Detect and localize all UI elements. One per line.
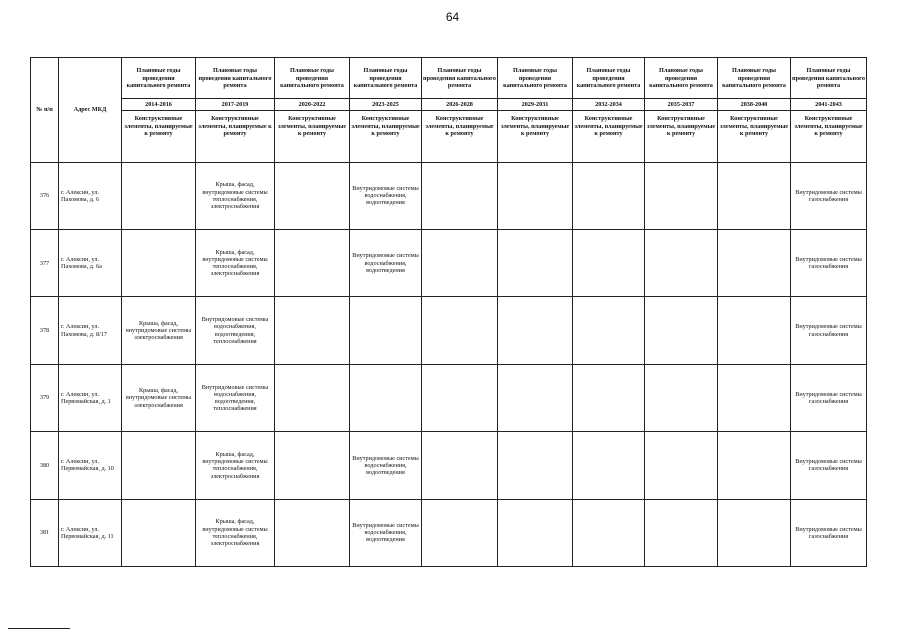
period-elements: Конструктивные элементы, планируемые к ремонту bbox=[422, 111, 498, 162]
repair-elements-cell bbox=[573, 499, 645, 566]
table-row bbox=[31, 499, 867, 566]
period-years: 2014-2016 bbox=[122, 99, 196, 111]
repair-elements-cell bbox=[645, 432, 718, 499]
period-years: 2020-2022 bbox=[275, 99, 350, 111]
repair-elements-cell: Внутридомовые системы водоснабжения, водоотведения, теплоснабжения bbox=[196, 364, 275, 431]
row-number: 381 bbox=[31, 499, 59, 566]
header-row-years bbox=[31, 99, 867, 111]
repair-elements-cell bbox=[275, 364, 350, 431]
table-row bbox=[31, 364, 867, 431]
page-number: 64 bbox=[445, 10, 460, 24]
table-row bbox=[31, 229, 867, 296]
repair-elements-cell bbox=[122, 229, 196, 296]
row-address: г. Алексин, ул. Пахомова, д. 8/17 bbox=[59, 297, 122, 364]
repair-elements-cell: Внутридомовые системы газоснабжения bbox=[791, 229, 867, 296]
repair-elements-cell bbox=[645, 499, 718, 566]
address-column-header: Адрес МКД bbox=[59, 58, 122, 163]
repair-elements-cell bbox=[718, 229, 791, 296]
period-title: Плановые годы проведения капитального ремонта bbox=[498, 58, 573, 99]
period-years: 2023-2025 bbox=[350, 99, 422, 111]
num-column-header: № п/п bbox=[31, 58, 59, 163]
period-years: 2029-2031 bbox=[498, 99, 573, 111]
row-address: г. Алексин, ул. Пахомова, д. 6а bbox=[59, 229, 122, 296]
footnote-rule bbox=[8, 628, 70, 629]
repair-elements-cell bbox=[718, 432, 791, 499]
repair-elements-cell: Крыша, фасад, внутридомовые системы теплоснабжения, электроснабжения bbox=[196, 229, 275, 296]
repair-elements-cell bbox=[275, 297, 350, 364]
repair-elements-cell bbox=[498, 229, 573, 296]
repair-elements-cell: Крыша, фасад, внутридомовые системы теплоснабжения, электроснабжения bbox=[196, 162, 275, 229]
repair-elements-cell bbox=[350, 297, 422, 364]
repair-elements-cell bbox=[573, 432, 645, 499]
period-elements: Конструктивные элементы, планируемые к ремонту bbox=[573, 111, 645, 162]
row-number: 380 bbox=[31, 432, 59, 499]
repair-elements-cell bbox=[422, 229, 498, 296]
table-row bbox=[31, 297, 867, 364]
repair-schedule-table bbox=[30, 57, 867, 567]
repair-elements-cell bbox=[422, 432, 498, 499]
repair-elements-cell: Крыша, фасад, внутридомовые системы электроснабжения bbox=[122, 297, 196, 364]
period-elements: Конструктивные элементы, планируемые к ремонту bbox=[275, 111, 350, 162]
period-title: Плановые годы проведения капитального ремонта bbox=[791, 58, 867, 99]
repair-elements-cell: Внутридомовые системы водоснабжения, водоотведения, теплоснабжения bbox=[196, 297, 275, 364]
period-elements: Конструктивные элементы, планируемые к ремонту bbox=[122, 111, 196, 162]
repair-elements-cell: Внутридомовые системы газоснабжения bbox=[791, 432, 867, 499]
period-title: Плановые годы проведения капитального ремонта bbox=[718, 58, 791, 99]
repair-elements-cell bbox=[498, 364, 573, 431]
period-elements: Конструктивные элементы, планируемые к ремонту bbox=[498, 111, 573, 162]
period-title: Плановые годы проведения капитального ремонта bbox=[196, 58, 275, 99]
period-elements: Конструктивные элементы, планируемые к ремонту bbox=[791, 111, 867, 162]
repair-elements-cell: Внутридомовые системы водоснабжения, водоотведения bbox=[350, 229, 422, 296]
repair-elements-cell bbox=[645, 364, 718, 431]
repair-elements-cell bbox=[122, 432, 196, 499]
row-number: 377 bbox=[31, 229, 59, 296]
period-elements: Конструктивные элементы, планируемые к ремонту bbox=[645, 111, 718, 162]
repair-elements-cell bbox=[498, 297, 573, 364]
period-title: Плановые годы проведения капитального ремонта bbox=[422, 58, 498, 99]
repair-elements-cell: Внутридомовые системы газоснабжения bbox=[791, 162, 867, 229]
repair-elements-cell bbox=[573, 229, 645, 296]
period-years: 2038-2040 bbox=[718, 99, 791, 111]
period-elements: Конструктивные элементы, планируемые к ремонту bbox=[196, 111, 275, 162]
repair-elements-cell: Крыша, фасад, внутридомовые системы теплоснабжения, электроснабжения bbox=[196, 432, 275, 499]
repair-elements-cell bbox=[275, 162, 350, 229]
period-years: 2026-2028 bbox=[422, 99, 498, 111]
repair-elements-cell bbox=[422, 162, 498, 229]
repair-elements-cell: Внутридомовые системы водоснабжения, водоотведения bbox=[350, 499, 422, 566]
repair-elements-cell bbox=[645, 297, 718, 364]
repair-elements-cell bbox=[498, 162, 573, 229]
table-row bbox=[31, 162, 867, 229]
row-address: г. Алексин, ул. Первомайская, д. 11 bbox=[59, 499, 122, 566]
period-title: Плановые годы проведения капитального ремонта bbox=[275, 58, 350, 99]
repair-elements-cell: Внутридомовые системы водоснабжения, водоотведения bbox=[350, 432, 422, 499]
repair-elements-cell: Внутридомовые системы газоснабжения bbox=[791, 364, 867, 431]
repair-elements-cell: Крыша, фасад, внутридомовые системы электроснабжения bbox=[122, 364, 196, 431]
repair-elements-cell bbox=[498, 432, 573, 499]
repair-elements-cell bbox=[645, 229, 718, 296]
repair-elements-cell bbox=[275, 499, 350, 566]
repair-elements-cell bbox=[718, 297, 791, 364]
repair-elements-cell: Внутридомовые системы водоснабжения, водоотведения bbox=[350, 162, 422, 229]
repair-elements-cell bbox=[422, 297, 498, 364]
row-address: г. Алексин, ул. Первомайская, д. 10 bbox=[59, 432, 122, 499]
repair-elements-cell bbox=[122, 499, 196, 566]
period-years: 2032-2034 bbox=[573, 99, 645, 111]
repair-elements-cell bbox=[718, 162, 791, 229]
period-years: 2017-2019 bbox=[196, 99, 275, 111]
repair-elements-cell bbox=[573, 364, 645, 431]
repair-elements-cell: Внутридомовые системы газоснабжения bbox=[791, 297, 867, 364]
repair-elements-cell bbox=[573, 297, 645, 364]
period-years: 2041-2043 bbox=[791, 99, 867, 111]
row-number: 378 bbox=[31, 297, 59, 364]
repair-elements-cell bbox=[718, 499, 791, 566]
row-number: 376 bbox=[31, 162, 59, 229]
row-address: г. Алексин, ул. Пахомова, д. 6 bbox=[59, 162, 122, 229]
repair-elements-cell bbox=[718, 364, 791, 431]
period-title: Плановые годы проведения капитального ремонта bbox=[573, 58, 645, 99]
repair-elements-cell: Внутридомовые системы газоснабжения bbox=[791, 499, 867, 566]
table-row bbox=[31, 432, 867, 499]
header-row-elements bbox=[31, 111, 867, 162]
repair-elements-cell bbox=[275, 432, 350, 499]
repair-elements-cell bbox=[573, 162, 645, 229]
repair-elements-cell bbox=[645, 162, 718, 229]
repair-elements-cell: Крыша, фасад, внутридомовые системы теплоснабжения, электроснабжения bbox=[196, 499, 275, 566]
period-title: Плановые годы проведения капитального ремонта bbox=[122, 58, 196, 99]
period-title: Плановые годы проведения капитального ремонта bbox=[350, 58, 422, 99]
repair-elements-cell bbox=[422, 364, 498, 431]
row-address: г. Алексин, ул. Первомайская, д. 1 bbox=[59, 364, 122, 431]
repair-elements-cell bbox=[275, 229, 350, 296]
row-number: 379 bbox=[31, 364, 59, 431]
repair-elements-cell bbox=[350, 364, 422, 431]
header-row-titles bbox=[31, 58, 867, 99]
period-title: Плановые годы проведения капитального ремонта bbox=[645, 58, 718, 99]
repair-elements-cell bbox=[422, 499, 498, 566]
repair-elements-cell bbox=[122, 162, 196, 229]
period-elements: Конструктивные элементы, планируемые к ремонту bbox=[350, 111, 422, 162]
period-elements: Конструктивные элементы, планируемые к ремонту bbox=[718, 111, 791, 162]
repair-elements-cell bbox=[498, 499, 573, 566]
period-years: 2035-2037 bbox=[645, 99, 718, 111]
